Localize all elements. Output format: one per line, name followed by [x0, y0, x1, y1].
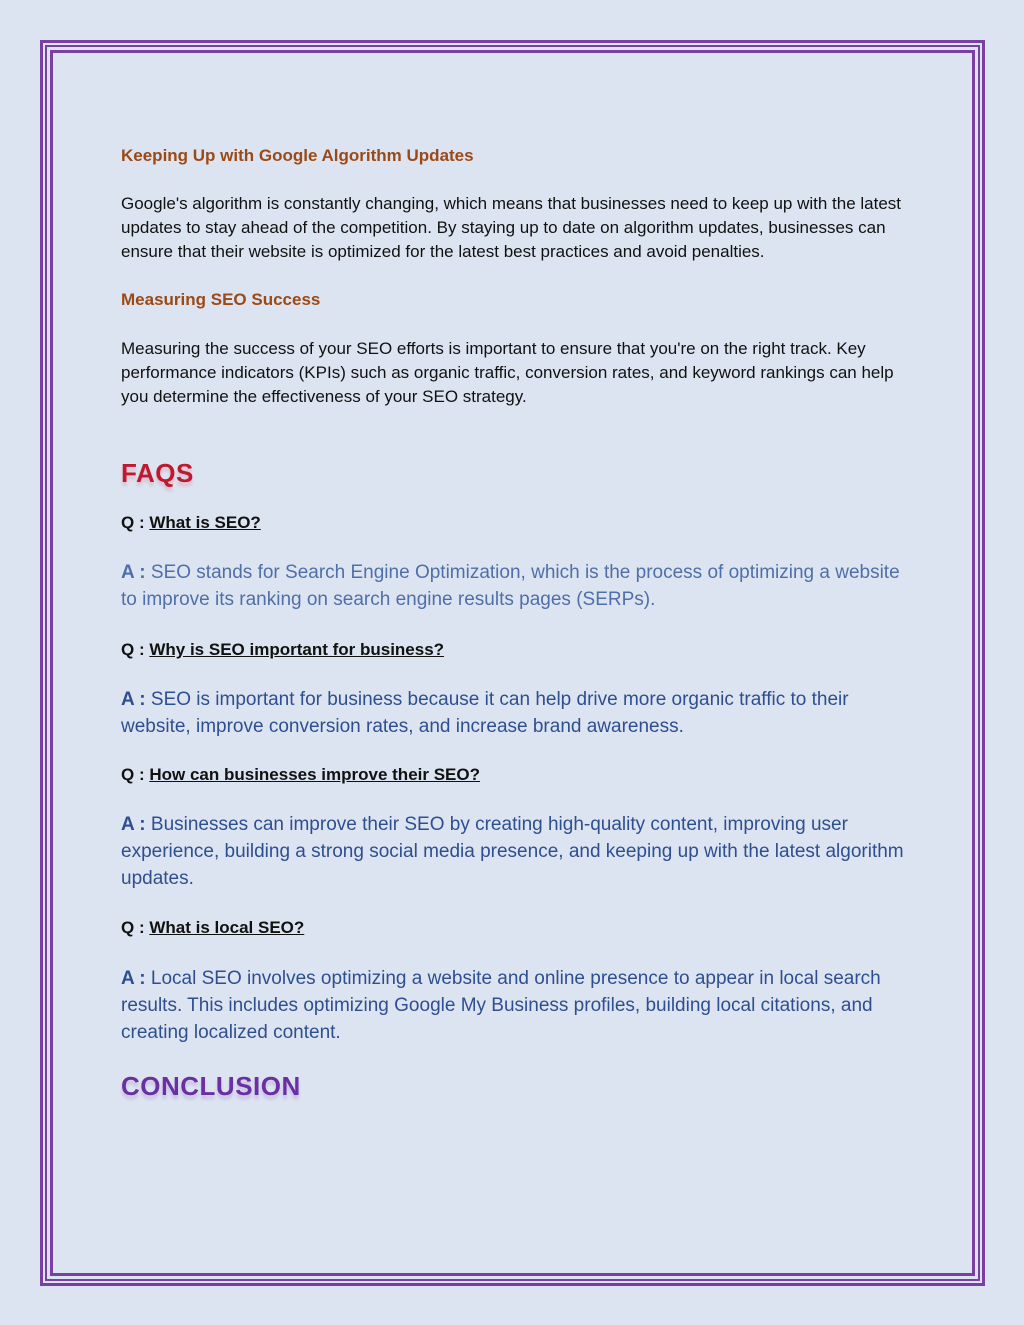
answer-text: Businesses can improve their SEO by creating high-quality content, improving user experience, building a strong social media presence, and keeping up with the latest algorithm updates. — [121, 814, 904, 889]
faq-answer-3 — [121, 811, 911, 892]
faq-question-3 — [121, 763, 911, 787]
answer-text: SEO is important for business because it can help drive more organic traffic to their website, improve conversion rates, and increase brand awareness. — [121, 689, 849, 737]
faq-question-1 — [121, 511, 911, 535]
conclusion-title: CONCLUSION — [121, 1071, 301, 1101]
document-content — [121, 144, 911, 1102]
question-prefix: Q : — [121, 765, 150, 784]
answer-text: Local SEO involves optimizing a website and online presence to appear in local search results. This includes optimizing Google My Business profiles, building local citations, and creating localized content. — [121, 968, 881, 1043]
question-prefix: Q : — [121, 640, 150, 659]
faq-answer-2 — [121, 686, 911, 740]
question-text: What is local SEO? — [149, 918, 305, 937]
question-text: What is SEO? — [149, 513, 261, 532]
answer-prefix: A : — [121, 814, 151, 835]
section-heading-measuring-success: Measuring SEO Success — [121, 290, 321, 309]
faq-question-4 — [121, 916, 911, 940]
question-prefix: Q : — [121, 918, 150, 937]
question-prefix: Q : — [121, 513, 150, 532]
question-text: How can businesses improve their SEO? — [149, 765, 480, 784]
faq-answer-4 — [121, 965, 911, 1046]
faq-question-2 — [121, 638, 911, 662]
answer-prefix: A : — [121, 968, 151, 989]
faq-answer-1 — [121, 559, 911, 613]
answer-prefix: A : — [121, 689, 151, 710]
section-body-measuring-success: Measuring the success of your SEO efforts is important to ensure that you're on the right track. Key performance indicators (KPIs) such as organic traffic, conversion rates, and keyword rankings can help you determine the effectiveness of your SEO strategy. — [121, 339, 894, 406]
answer-prefix: A : — [121, 562, 151, 583]
section-heading-algorithm-updates: Keeping Up with Google Algorithm Updates — [121, 146, 474, 165]
section-body-algorithm-updates: Google's algorithm is constantly changing, which means that businesses need to keep up with the latest updates to stay ahead of the competition. By staying up to date on algorithm updates, businesses can ensure that their website is optimized for the latest best practices and avoid penalties. — [121, 194, 902, 261]
faqs-title: FAQS — [121, 458, 194, 488]
answer-text: SEO stands for Search Engine Optimization, which is the process of optimizing a website to improve its ranking on search engine results pages (SERPs). — [121, 562, 900, 610]
question-text: Why is SEO important for business? — [149, 640, 445, 659]
